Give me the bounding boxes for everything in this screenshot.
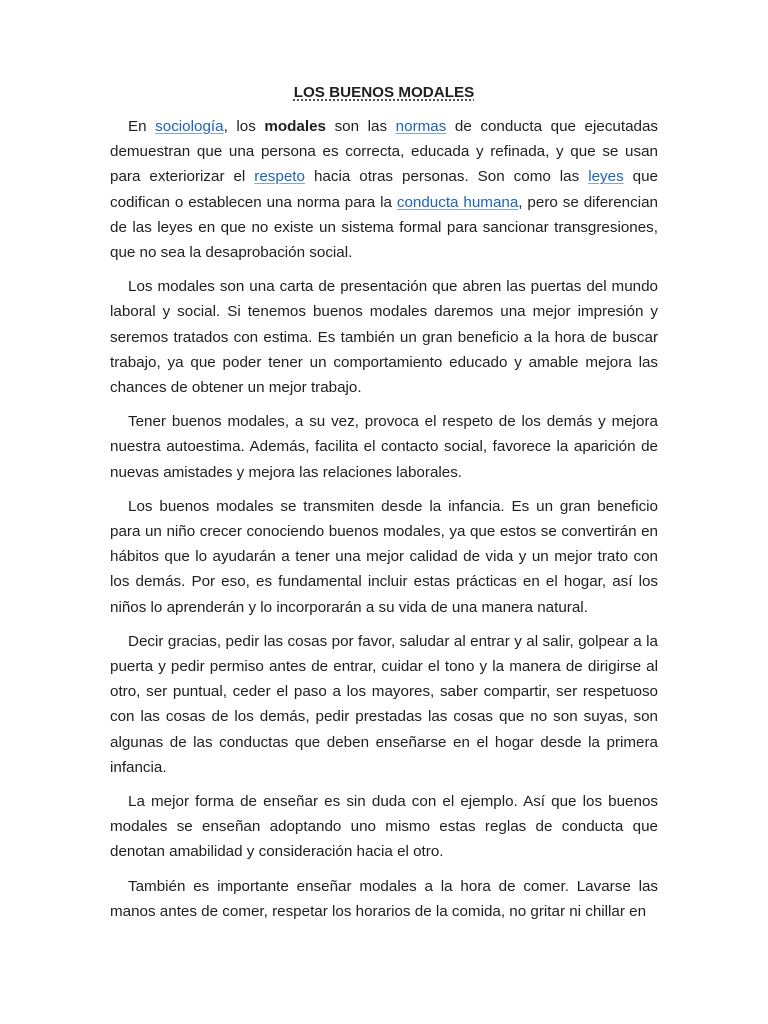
link-sociologia[interactable]: sociología <box>155 118 224 135</box>
paragraph-4: Los buenos modales se transmiten desde la infancia. Es un gran beneficio para un niño crecer conociendo buenos modales, ya que estos se convertirán en hábitos que lo ayudarán a tener una mejor calidad de vida y un mejor trato con los demás. Por eso, es fundamental incluir estas prácticas en el hogar, así los niños lo aprenderán y lo incorporarán a su vida de una manera natural. <box>110 497 658 616</box>
paragraph-7: También es importante enseñar modales a la hora de comer. Lavarse las manos antes de comer, respetar los horarios de la comida, no gritar ni chillar en <box>110 877 658 920</box>
paragraph-5: Decir gracias, pedir las cosas por favor, saludar al entrar y al salir, golpear a la puerta y pedir permiso antes de entrar, cuidar el tono y la manera de dirigirse al otro, ser puntual, ceder el paso a los mayores, saber compartir, ser respetuoso con las cosas de los demás, pedir prestadas las cosas que no son suyas, son algunas de las conductas que deben enseñarse en el hogar desde la primera infancia. <box>110 632 658 776</box>
paragraph-2: Los modales son una carta de presentación que abren las puertas del mundo laboral y social. Si tenemos buenos modales daremos una mejor impresión y seremos tratados con estima. Es también un gran beneficio a la hora de buscar trabajo, ya que poder tener un comportamiento educado y amable mejora las chances de obtener un mejor trabajo. <box>110 278 658 397</box>
link-leyes[interactable]: leyes <box>588 168 624 186</box>
link-normas[interactable]: normas <box>395 118 447 135</box>
paragraph-1: En sociología, los modales son las normas de conducta que ejecutadas demuestran que una persona es correcta, educada y refinada, y que se usan para exteriorizar el respeto hacia otras personas. Son como las leyes que codifican o establecen una norma para la conducta humana, pero se diferencian de las leyes en que no existe un sistema formal para sancionar transgresiones, que no sea la desaprobación social. <box>110 118 659 262</box>
link-conducta-humana[interactable]: conducta humana <box>396 193 519 211</box>
paragraph-3: Tener buenos modales, a su vez, provoca el respeto de los demás y mejora nuestra autoestima. Además, facilita el contacto social, favorece la aparición de nuevas amistades y mejora las relaciones laborales. <box>110 413 658 481</box>
bold-term-modales: modales <box>264 118 326 135</box>
paragraph-6: La mejor forma de enseñar es sin duda con el ejemplo. Así que los buenos modales se enseñan adoptando uno mismo estas reglas de conducta que denotan amabilidad y consideración hacia el otro. <box>110 793 658 861</box>
link-respeto[interactable]: respeto <box>254 168 305 186</box>
document-page <box>110 80 658 933</box>
title-text: LOS BUENOS MODALES <box>293 84 475 101</box>
document-title <box>110 80 658 106</box>
